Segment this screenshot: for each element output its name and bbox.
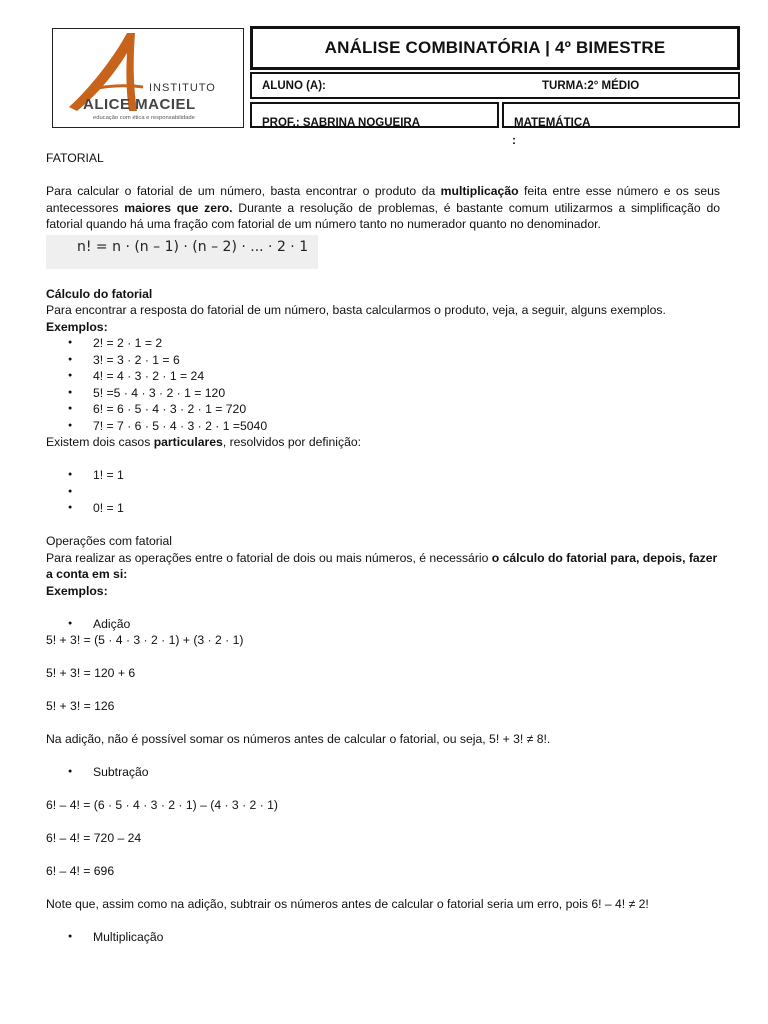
logo-tagline: educação com ética e responsabilidade [93,115,195,121]
section-heading-calculo: Cálculo do fatorial [46,286,153,301]
student-row [250,72,740,99]
multiplicacao-bullet [46,929,720,946]
examples-label: Exemplos: [46,319,108,334]
logo-mark-icon [53,29,243,126]
aluno-label: ALUNO (A): [262,80,326,92]
special-cases-list [46,467,720,517]
list-item: ● 2! = 2 · 1 = 2 [46,335,720,352]
adicao-note: Na adição, não é possível somar os números antes de calcular o fatorial, ou seja, 5! + 3! ≠ 8!. [46,732,551,746]
special-cases-intro [46,434,720,451]
document-body [46,150,720,946]
adicao-line-1: 5! + 3! = (5 · 4 · 3 · 2 · 1) + (3 · 2 · 1) [46,633,244,647]
logo-line2: ALICE MACIEL [83,96,196,113]
list-item: ● Subtração [46,764,720,781]
stray-colon: : [512,133,516,147]
adicao-line-2: 5! + 3! = 120 + 6 [46,666,136,680]
examples-list [46,335,720,434]
spacer [46,484,720,501]
fatorial-intro [46,183,720,233]
logo-line1: INSTITUTO [149,82,216,94]
subtracao-line-1: 6! – 4! = (6 · 5 · 4 · 3 · 2 · 1) – (4 · 3 · 2 · 1) [46,798,278,812]
operacoes-text-a: Para realizar as operações entre o fatorial de dois ou mais números, é necessário [46,550,492,565]
list-item: ● 4! = 4 · 3 · 2 · 1 = 24 [46,368,720,385]
materia-label: MATEMÁTICA [514,117,591,128]
document-title: ANÁLISE COMBINATÓRIA | 4º BIMESTRE [250,26,740,70]
operacoes-intro [46,550,720,583]
intro-text-c: Durante a resolução de problemas, é bastante comum utilizarmos a simplificação do fatorial quando há uma fração com fatorial de um número tanto no numerador quanto no denominador. [46,200,720,231]
intro-text-bold2: maiores que zero. [124,200,233,215]
intro-text-bold: multiplicação [440,184,519,198]
list-item: ● 1! = 1 [46,467,720,484]
teacher-cell [250,102,499,128]
prof-label: PROF.: SABRINA NOGUEIRA [262,117,421,128]
intro-text-a: Para calcular o fatorial de um número, basta encontrar o produto da [46,184,441,198]
list-item: ● Adição [46,616,720,633]
operacoes-examples-label: Exemplos: [46,583,108,598]
subtracao-bullet [46,764,720,781]
list-item: ● 7! = 7 · 6 · 5 · 4 · 3 · 2 · 1 =5040 [46,418,720,435]
calculo-intro: Para encontrar a resposta do fatorial de um número, basta calcularmos o produto, veja, a seguir, alguns exemplos. [46,303,666,317]
list-item: ● Multiplicação [46,929,720,946]
list-item: ● 3! = 3 · 2 · 1 = 6 [46,352,720,369]
section-heading-operacoes: Operações com fatorial [46,534,172,548]
intro-text-b: feita entre esse número e os seus antecessores [46,184,720,215]
subtracao-line-3: 6! – 4! = 696 [46,864,115,878]
turma-label: TURMA:2° MÉDIO [542,80,640,92]
list-item: ● 5! =5 · 4 · 3 · 2 · 1 = 120 [46,385,720,402]
subtracao-note: Note que, assim como na adição, subtrair os números antes de calcular o fatorial seria um erro, pois 6! – 4! ≠ 2! [46,897,649,911]
subject-cell [502,102,740,128]
operacoes-text-bold: o cálculo do fatorial para, depois, fazer a conta em si: [46,550,718,581]
subtracao-line-2: 6! – 4! = 720 – 24 [46,831,142,845]
adicao-line-3: 5! + 3! = 126 [46,699,115,713]
adicao-bullet [46,616,720,633]
factorial-formula: n! = n · (n – 1) · (n – 2) · ... · 2 · 1 [46,235,318,269]
school-logo [52,28,244,128]
special-text-b: , resolvidos por definição: [222,435,362,449]
list-item: ● 0! = 1 [46,500,720,517]
list-item: ● 6! = 6 · 5 · 4 · 3 · 2 · 1 = 720 [46,401,720,418]
special-text-a: Existem dois casos [46,435,154,449]
special-text-bold: particulares [153,435,223,449]
section-heading-fatorial: FATORIAL [46,151,104,165]
